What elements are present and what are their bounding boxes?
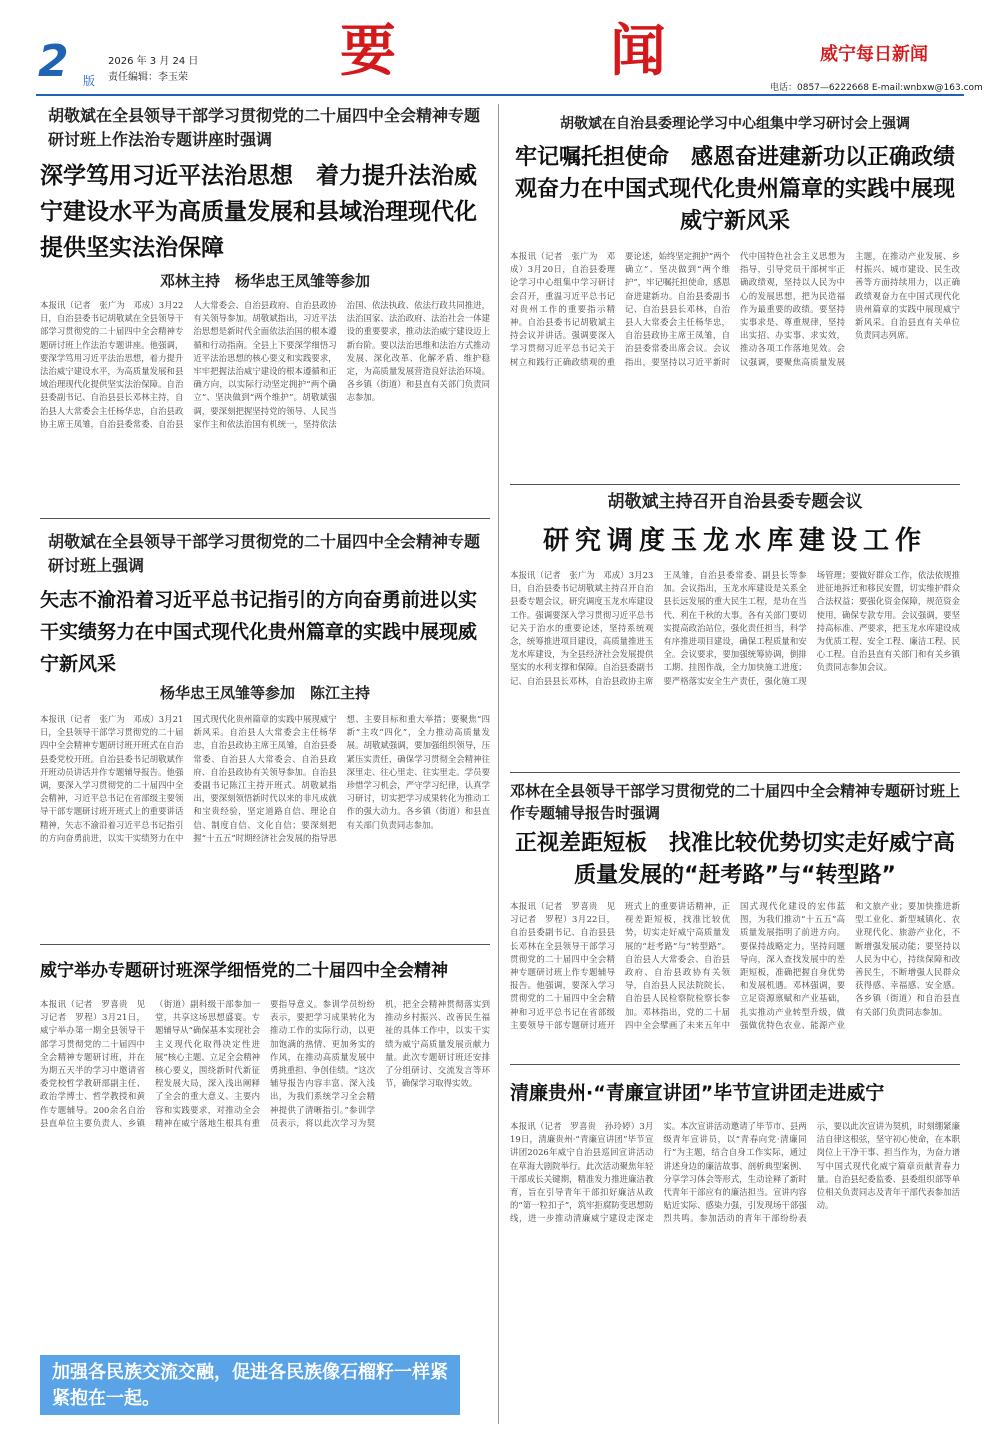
article-divider bbox=[510, 772, 960, 773]
article-study-session-opening bbox=[40, 530, 490, 890]
newspaper-name: 威宁每日新闻 bbox=[820, 44, 928, 65]
article-headline: 清廉贵州·“青廉宣讲团”毕节宣讲团走进威宁 bbox=[510, 1082, 885, 1104]
slogan-text: 加强各民族交流交融，促进各民族像石榴籽一样紧紧抱在一起。 bbox=[52, 1362, 448, 1409]
contact-info: 电话：0857—6222668 E-mail:wnbxw@163.com bbox=[770, 83, 983, 93]
article-weining-study-class bbox=[40, 956, 490, 1350]
page-number-suffix: 版 bbox=[83, 74, 96, 88]
article-kicker: 胡敬斌主持召开自治县委专题会议 bbox=[607, 492, 863, 512]
article-yulong-reservoir bbox=[510, 490, 960, 766]
article-body: 本报讯（记者 张广为 邓成）3月23日，自治县委书记胡敬斌主持召开自治县委专题会议，研究调度玉龙水库建设工作。强调要深入学习贯彻习近平总书记关于治水的重要论述，坚持系统观念，统筹推进项目建设，高质量推进玉龙水库建设，为全县经济社会发展提供坚实的水利支撑和保障。自治县委副书记、自治县县长邓林，自治县政协主席王凤雏，自治县委常委、副县长等参加。会议指出，玉龙水库建设是关系全县长远发展的重大民生工程，是功在当代、利在千秋的大事。各有关部门要切实提高政治站位，强化责任担当，科学有序推进项目建设，确保工程质量和安全。会议要求，要加强统筹协调，倒排工期、挂图作战，全力加快施工进度；要严格落实安全生产责任，强化施工现场管理；要做好群众工作，依法依规推进征地拆迁和移民安置，切实维护群众合法权益；要强化资金保障，规范资金使用，确保专款专用。会议强调，要坚持高标准、严要求，把玉龙水库建设成为优质工程、安全工程、廉洁工程、民心工程。自治县直有关部门和有关乡镇负责同志参加会议。 bbox=[510, 570, 960, 686]
article-body: 本报讯（记者 罗喜贵 孙玲婷）3月19日，清廉贵州·“青廉宣讲团”毕节宣讲团2026年威宁自治县巡回宣讲活动在草海大剧院举行。此次活动聚焦年轻干部成长关键期，精准发力推进廉洁教育，旨在引导青年干部扣好廉洁从政的“第一粒扣子”，筑牢拒腐防变思想防线，进一步推动清廉威宁建设走深走实。本次宣讲活动邀请了毕节市、县两级青年宣讲员，以“青春向党·清廉同行”为主题，结合自身工作实际，通过讲述身边的廉洁故事、剖析典型案例、分享学习体会等形式，生动诠释了新时代青年干部应有的廉洁担当。宣讲内容贴近实际、感染力强，引发现场干部强烈共鸣。参加活动的青年干部纷纷表示，要以此次宣讲为契机，时刻绷紧廉洁自律这根弦，坚守初心使命，在本职岗位上干净干事、担当作为，为奋力谱写中国式现代化威宁篇章贡献青春力量。自治县纪委监委、县委组织部等单位相关负责同志及青年干部代表参加活动。 bbox=[510, 1121, 960, 1224]
section-title-char-2: 闻 bbox=[610, 19, 666, 84]
article-theory-study bbox=[510, 112, 960, 482]
article-law-lecture bbox=[40, 104, 490, 504]
column-divider bbox=[498, 104, 499, 1424]
article-divider bbox=[40, 944, 490, 945]
article-byline: 邓林主持 杨华忠王凤雏等参加 bbox=[159, 272, 370, 290]
article-body: 本报讯（记者 张广为 邓成）3月20日，自治县委理论学习中心组集中学习研讨会召开，重温习近平总书记对贵州工作的重要指示精神。自治县委书记胡敬斌主持会议并讲话。强调要深入学习贯彻习近平总书记关于树立和践行正确政绩观的重要论述，始终坚定拥护“两个确立”、坚决做到“两个维护”，牢记嘱托担使命，感恩奋进建新功。自治县委副书记、自治县县长邓林，自治县人大常委会主任杨华忠，自治县政协主席王凤雏，自治县委常委出席会议。会议指出，要坚持以习近平新时代中国特色社会主义思想为指导，引导党员干部树牢正确政绩观，坚持以人民为中心的发展思想，把为民造福作为最重要的政绩。要坚持实事求是、尊重规律，坚持出实招、办实事、求实效，推动各项工作落地见效。会议强调，要聚焦高质量发展主题，在推动产业发展、乡村振兴、城市建设、民生改善等方面持续用力，以正确政绩观奋力在中国式现代化贵州篇章的实践中展现威宁新风采。自治县直有关单位负责同志列席。 bbox=[510, 251, 960, 367]
article-body: 本报讯（记者 罗喜贵 见习记者 罗程）3月22日，自治县委副书记、自治县县长邓林在全县领导干部学习贯彻党的二十届四中全会精神专题研讨班上作专题辅导报告。他强调，要深入学习贯彻党的二十届四中全会精神和习近平总书记在省部级主要领导干部专题研讨班开班式上的重要讲话精神，正视差距短板，找准比较优势，切实走好威宁高质量发展的“赶考路”与“转型路”。自治县人大常委会、自治县政府、自治县政协有关领导，自治县人民法院院长、自治县人民检察院检察长参加。邓林指出，党的二十届四中全会擘画了未来五年中国式现代化建设的宏伟蓝图，为我们推动“十五五”高质量发展指明了前进方向。要保持战略定力，坚持问题导向，深入查找发展中的差距短板，准确把握自身优势和发展机遇。邓林强调，要立足资源禀赋和产业基础，扎实推动产业转型升级，做强做优特色农业、能源产业和文旅产业；要加快推进新型工业化、新型城镇化、农业现代化、旅游产业化，不断增强发展动能；要坚持以人民为中心，持续保障和改善民生，不断增强人民群众获得感、幸福感、安全感。各乡镇（街道）和自治县直有关部门负责同志参加。 bbox=[510, 901, 960, 1030]
article-divider bbox=[510, 484, 960, 485]
issue-date: 2026 年 3 月 24 日 bbox=[108, 56, 199, 67]
article-byline: 杨华忠王凤雏等参加 陈江主持 bbox=[159, 684, 370, 702]
article-headline: 深学笃用习近平法治思想 着力提升法治威宁建设水平为高质量发展和县域治理现代化提供坚实法治保障 bbox=[40, 163, 477, 261]
article-kicker: 胡敬斌在全县领导干部学习贯彻党的二十届四中全会精神专题研讨班上作法治专题讲座时强调 bbox=[48, 106, 481, 149]
article-kicker: 胡敬斌在自治县委理论学习中心组集中学习研讨会上强调 bbox=[560, 116, 910, 132]
article-headline: 威宁举办专题研讨班深学细悟党的二十届四中全会精神 bbox=[40, 961, 448, 981]
masthead-rule bbox=[36, 94, 964, 96]
article-headline: 矢志不渝沿着习近平总书记指引的方向奋勇前进以实干实绩努力在中国式现代化贵州篇章的实践中展现威宁新风采 bbox=[40, 589, 478, 675]
article-divider bbox=[40, 518, 490, 519]
article-headline: 正视差距短板 找准比较优势切实走好威宁高质量发展的“赶考路”与“转型路” bbox=[514, 831, 955, 888]
responsible-editor: 责任编辑：李玉荣 bbox=[108, 72, 188, 83]
section-title-char-1: 要 bbox=[340, 19, 396, 84]
article-kicker: 邓林在全县领导干部学习贯彻党的二十届四中全会精神专题研讨班上作专题辅导报告时强调 bbox=[510, 782, 961, 822]
article-denglin-report bbox=[510, 780, 960, 1066]
article-clean-governance bbox=[510, 1078, 960, 1423]
article-body: 本报讯（记者 张广为 邓成）3月21日，全县领导干部学习贯彻党的二十届四中全会精神专题研讨班开班式在自治县委党校开班。自治县委书记胡敬斌作开班动员讲话并作专题辅导报告。他强调，要深入学习贯彻党的二十届四中全会精神，习近平总书记在省部级主要领导干部专题研讨班开班式上的重要讲话精神，矢志不渝沿着习近平总书记指引的方向奋勇前进，以实干实绩努力在中国式现代化贵州篇章的实践中展现威宁新风采。自治县人大常委会主任杨华忠，自治县政协主席王凤雏，自治县委常委、自治县人大常委会、自治县政府、自治县政协有关领导参加。自治县委副书记陈江主持开班式。胡敬斌指出，要深刻领悟新时代以来的非凡成就和宝贵经验，坚定道路自信、理论自信、制度自信、文化自信；要深刻把握“十五五”时期经济社会发展的指导思想、主要目标和重大举措；要聚焦“四新”主攻“四化”，全力推动高质量发展。胡敬斌强调，要加强组织领导，压紧压实责任，确保学习贯彻全会精神往深里走、往心里走、往实里走。学员要珍惜学习机会，严守学习纪律，认真学习研讨，切实把学习成果转化为推动工作的强大动力。各乡镇（街道）和县直有关部门负责同志参加。 bbox=[40, 714, 490, 843]
article-divider bbox=[510, 1064, 960, 1065]
article-body: 本报讯（记者 罗喜贵 见习记者 罗程）3月21日，威宁举办第一期全县领导干部学习贯彻党的二十届四中全会精神专题研讨班，并在为期五天半的学习中邀请省委党校哲学教研部副主任、政治学博士、哲学教授和黄作专题辅导。200余名自治县直单位主要负责人、乡镇（街道）副科级干部参加一堂，共享这场思想盛宴。专题辅导从“确保基本实现社会主义现代化取得决定性进展”核心主题、立足全会精神核心要义，围绕新时代新征程发展大局，深入浅出阐释了全会的重大意义、主要内容和实践要求，对推动全会精神在威宁落地生根具有重要指导意义。参训学员纷纷表示，要把学习成果转化为推动工作的实际行动，以更加饱满的热情、更加务实的作风，在推动高质量发展中勇挑重担、争创佳绩。“这次辅导报告内容丰富、深入浅出，为我们系统学习全会精神提供了清晰指引。”参训学员表示，将以此次学习为契机，把全会精神贯彻落实到推动乡村振兴、改善民生福祉的具体工作中，以实干实绩为威宁高质量发展贡献力量。此次专题研讨班还安排了分组研讨、交流发言等环节，确保学习取得实效。 bbox=[40, 999, 490, 1128]
article-headline: 牢记嘱托担使命 感恩奋进建新功以正确政绩观奋力在中国式现代化贵州篇章的实践中展现威宁新风采 bbox=[514, 145, 955, 234]
article-body: 本报讯（记者 张广为 邓成）3月22日，自治县委书记胡敬斌在全县领导干部学习贯彻党的二十届四中全会精神专题研讨班上作法治专题讲座。他强调，要深学笃用习近平法治思想，着力提升法治威宁建设水平，为高质量发展和县域治理现代化提供坚实法治保障。自治县委副书记、自治县县长邓林主持，自治县人大常委会主任杨华忠，自治县政协主席王凤雏，自治县委常委、自治县人大常委会、自治县政府、自治县政协有关领导参加。胡敬斌指出，习近平法治思想是新时代全面依法治国的根本遵循和行动指南。全县上下要深学细悟习近平法治思想的核心要义和实践要求，牢牢把握法治威宁建设的根本遵循和正确方向，以实际行动坚定拥护“两个确立”、坚决做到“两个维护”。胡敬斌强调，要深刻把握坚持党的领导、人民当家作主和依法治国有机统一，坚持依法治国、依法执政、依法行政共同推进，法治国家、法治政府、法治社会一体建设的重要要求，推动法治威宁建设迈上新台阶。要以法治思维和法治方式推动发展、深化改革、化解矛盾、维护稳定，为高质量发展营造良好法治环境。各乡镇（街道）和县直有关部门负责同志参加。 bbox=[40, 300, 490, 429]
article-kicker: 胡敬斌在全县领导干部学习贯彻党的二十届四中全会精神专题研讨班上强调 bbox=[48, 532, 481, 575]
article-headline: 研究调度玉龙水库建设工作 bbox=[542, 526, 927, 556]
page-number: 2 bbox=[38, 36, 69, 87]
